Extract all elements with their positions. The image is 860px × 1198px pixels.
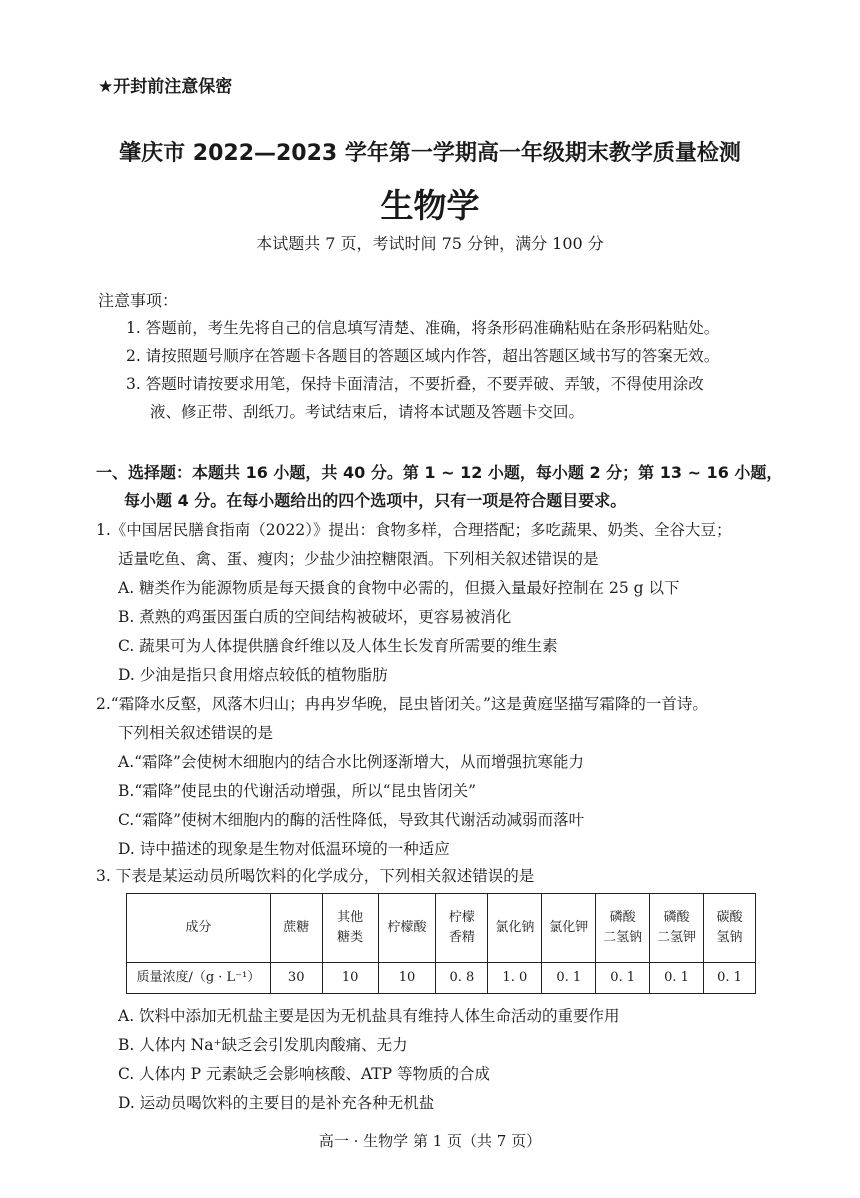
- table-header-label: 成分: [127, 894, 271, 963]
- q1-option-c: C. 蔬果可为人体提供膳食纤维以及人体生长发育所需要的维生素: [118, 637, 558, 655]
- table-header-row: [127, 894, 756, 963]
- exam-title: 肇庆市 2022—2023 学年第一学期高一年级期末教学质量检测: [119, 141, 741, 166]
- q2-option-a: A.“霜降”会使树木细胞内的结合水比例逐渐增大，从而增强抗寒能力: [118, 753, 584, 771]
- q1-option-d: D. 少油是指只食用熔点较低的植物脂肪: [118, 666, 388, 684]
- table-cell: 30: [270, 963, 322, 994]
- notice-item: 3. 答题时请按要求用笔，保持卡面清洁，不要折叠，不要弄破、弄皱，不得使用涂改: [126, 375, 704, 393]
- q3-stem: 3. 下表是某运动员所喝饮料的化学成分，下列相关叙述错误的是: [96, 867, 535, 885]
- q3-option-d: D. 运动员喝饮料的主要目的是补充各种无机盐: [118, 1094, 435, 1112]
- q3-option-b: B. 人体内 Na⁺缺乏会引发肌肉酸痛、无力: [118, 1036, 408, 1054]
- q3-option-a: A. 饮料中添加无机盐主要是因为无机盐具有维持人体生命活动的重要作用: [118, 1007, 620, 1025]
- table-cell: 10: [322, 963, 378, 994]
- q1-stem: 1.《中国居民膳食指南（2022）》提出：食物多样，合理搭配；多吃蔬果、奶类、全谷大豆；: [96, 521, 732, 539]
- page-footer: 高一 · 生物学 第 1 页（共 7 页）: [318, 1132, 542, 1150]
- table-cell: 10: [378, 963, 436, 994]
- table-header-cell: 氯化钾: [542, 894, 596, 963]
- ingredient-table: [126, 893, 756, 994]
- notice-item: 液、修正带、刮纸刀。考试结束后，请将本试题及答题卡交回。: [150, 403, 585, 421]
- table-header-cell: 氯化钠: [488, 894, 542, 963]
- table-header-cell: 柠檬酸: [378, 894, 436, 963]
- table-cell: 0. 1: [650, 963, 704, 994]
- secret-mark: ★开封前注意保密: [98, 77, 233, 97]
- q2-option-b: B.“霜降”使昆虫的代谢活动增强，所以“昆虫皆闭关”: [118, 782, 477, 800]
- notice-item: 2. 请按照题号顺序在答题卡各题目的答题区域内作答，超出答题区域书写的答案无效。: [126, 347, 720, 365]
- table-header-cell: 蔗糖: [270, 894, 322, 963]
- table-cell: 0. 1: [542, 963, 596, 994]
- section-heading: 每小题 4 分。在每小题给出的四个选项中，只有一项是符合题目要求。: [124, 491, 627, 510]
- table-cell: 0. 1: [596, 963, 650, 994]
- q2-option-c: C.“霜降”使树木细胞内的酶的活性降低，导致其代谢活动减弱而落叶: [118, 811, 585, 829]
- notice-item: 1. 答题前，考生先将自己的信息填写清楚、准确，将条形码准确粘贴在条形码粘贴处。: [126, 319, 720, 337]
- q1-stem: 适量吃鱼、禽、蛋、瘦肉；少盐少油控糖限酒。下列相关叙述错误的是: [118, 550, 599, 568]
- q1-option-a: A. 糖类作为能源物质是每天摄食的食物中必需的，但摄入量最好控制在 25 g 以下: [118, 579, 680, 597]
- notice-title: 注意事项：: [98, 291, 179, 310]
- table-cell: 0. 1: [704, 963, 756, 994]
- section-heading: 一、选择题：本题共 16 小题，共 40 分。第 1 ~ 12 小题，每小题 2 分；第 13 ~ 16 小题，: [96, 463, 783, 482]
- table-header-cell: 磷酸 二氢钾: [650, 894, 704, 963]
- q2-stem: 2.“霜降水反壑，风落木归山；冉冉岁华晚，昆虫皆闭关。”这是黄庭坚描写霜降的一首诗。: [96, 695, 708, 713]
- table-header-cell: 磷酸 二氢钠: [596, 894, 650, 963]
- table-header-cell: 柠檬 香精: [436, 894, 488, 963]
- table-header-cell: 其他 糖类: [322, 894, 378, 963]
- q3-option-c: C. 人体内 P 元素缺乏会影响核酸、ATP 等物质的合成: [118, 1065, 490, 1083]
- table-header-cell: 碳酸 氢钠: [704, 894, 756, 963]
- q2-option-d: D. 诗中描述的现象是生物对低温环境的一种适应: [118, 840, 450, 858]
- subject-title: 生物学: [380, 186, 480, 225]
- exam-info: 本试题共 7 页，考试时间 75 分钟，满分 100 分: [256, 234, 604, 253]
- q1-option-b: B. 煮熟的鸡蛋因蛋白质的空间结构被破坏，更容易被消化: [118, 608, 512, 626]
- table-row: [127, 963, 756, 994]
- q2-stem: 下列相关叙述错误的是: [118, 724, 274, 742]
- table-cell: 1. 0: [488, 963, 542, 994]
- table-row-label: 质量浓度/（g · L⁻¹）: [127, 963, 271, 994]
- table-cell: 0. 8: [436, 963, 488, 994]
